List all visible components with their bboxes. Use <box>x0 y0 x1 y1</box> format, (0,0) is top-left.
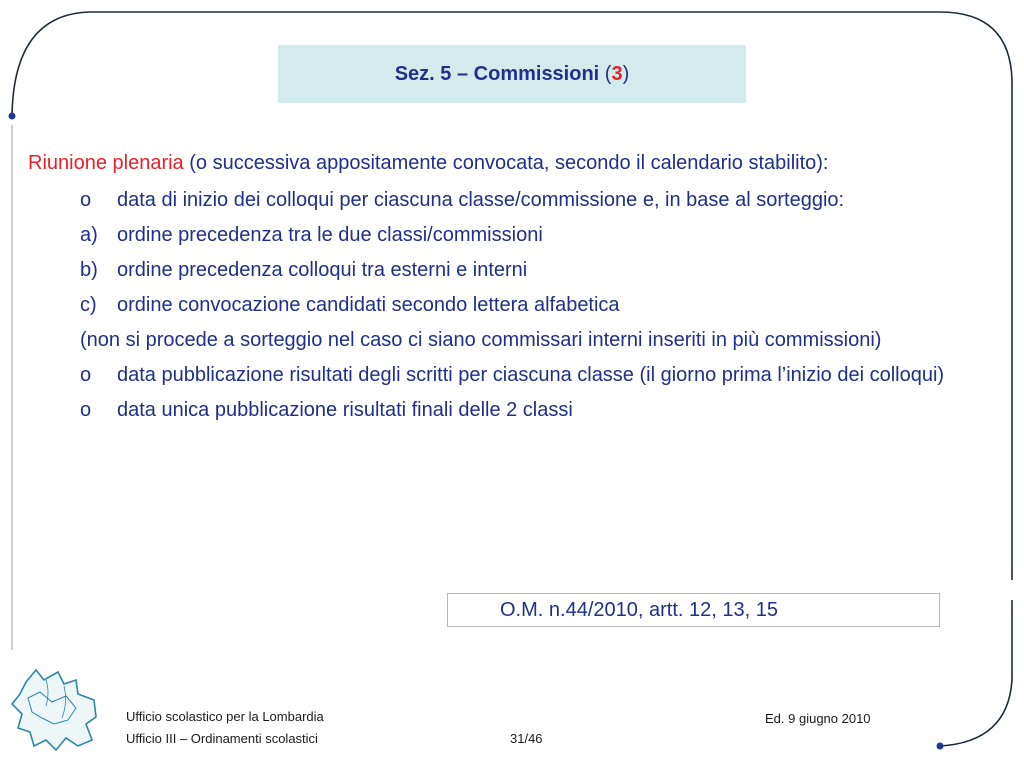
sorteggio-note: (non si procede a sorteggio nel caso ci siano commissari interni inseriti in più commissioni) <box>80 329 882 351</box>
list-marker: o <box>80 399 92 421</box>
list-marker: o <box>80 364 92 386</box>
list-marker: a) <box>80 224 98 246</box>
footer-office-line2: Ufficio III – Ordinamenti scolastici <box>126 731 318 746</box>
list-item <box>28 292 968 319</box>
list-item <box>28 397 968 424</box>
intro-label: Riunione plenaria <box>28 152 184 174</box>
page-number: 31/46 <box>510 731 543 746</box>
list-item-text: ordine precedenza colloqui tra esterni e interni <box>117 259 528 281</box>
list-item-text: data unica pubblicazione risultati finali delle 2 classi <box>117 399 573 421</box>
list-marker: b) <box>80 259 98 281</box>
list-marker: o <box>80 189 92 211</box>
intro-text: o successiva appositamente convocata, secondo il calendario stabilito): <box>195 152 829 174</box>
list-item-text: data pubblicazione risultati degli scritti per ciascuna classe (il giorno prima l’inizio dei colloqui) <box>117 364 945 386</box>
title-number: 3 <box>611 62 623 85</box>
slide-title <box>278 45 746 103</box>
list-item-text: ordine precedenza tra le due classi/commissioni <box>117 224 543 246</box>
list-marker: c) <box>80 294 97 316</box>
slide-body <box>28 150 968 432</box>
title-close-paren: ) <box>622 62 630 85</box>
title-text: Sez. 5 – Commissioni <box>394 62 600 85</box>
list-item <box>28 362 968 389</box>
title-open-paren: ( <box>604 62 612 85</box>
list-item <box>28 222 968 249</box>
footer-office-line1: Ufficio scolastico per la Lombardia <box>126 709 324 724</box>
list-item <box>28 257 968 284</box>
footer-office <box>126 706 324 750</box>
lombardia-map-logo <box>6 662 106 762</box>
footer-edition: Ed. 9 giugno 2010 <box>765 711 871 726</box>
intro-open-paren: ( <box>189 152 196 174</box>
legal-reference-box <box>447 593 940 627</box>
intro-paragraph <box>28 150 968 177</box>
list-item-text: data di inizio dei colloqui per ciascuna classe/commissione e, in base al sorteggio: <box>117 189 845 211</box>
list-item-text: ordine convocazione candidati secondo lettera alfabetica <box>117 294 620 316</box>
list-item <box>28 187 968 214</box>
legal-reference: O.M. n.44/2010, artt. 12, 13, 15 <box>500 598 778 621</box>
